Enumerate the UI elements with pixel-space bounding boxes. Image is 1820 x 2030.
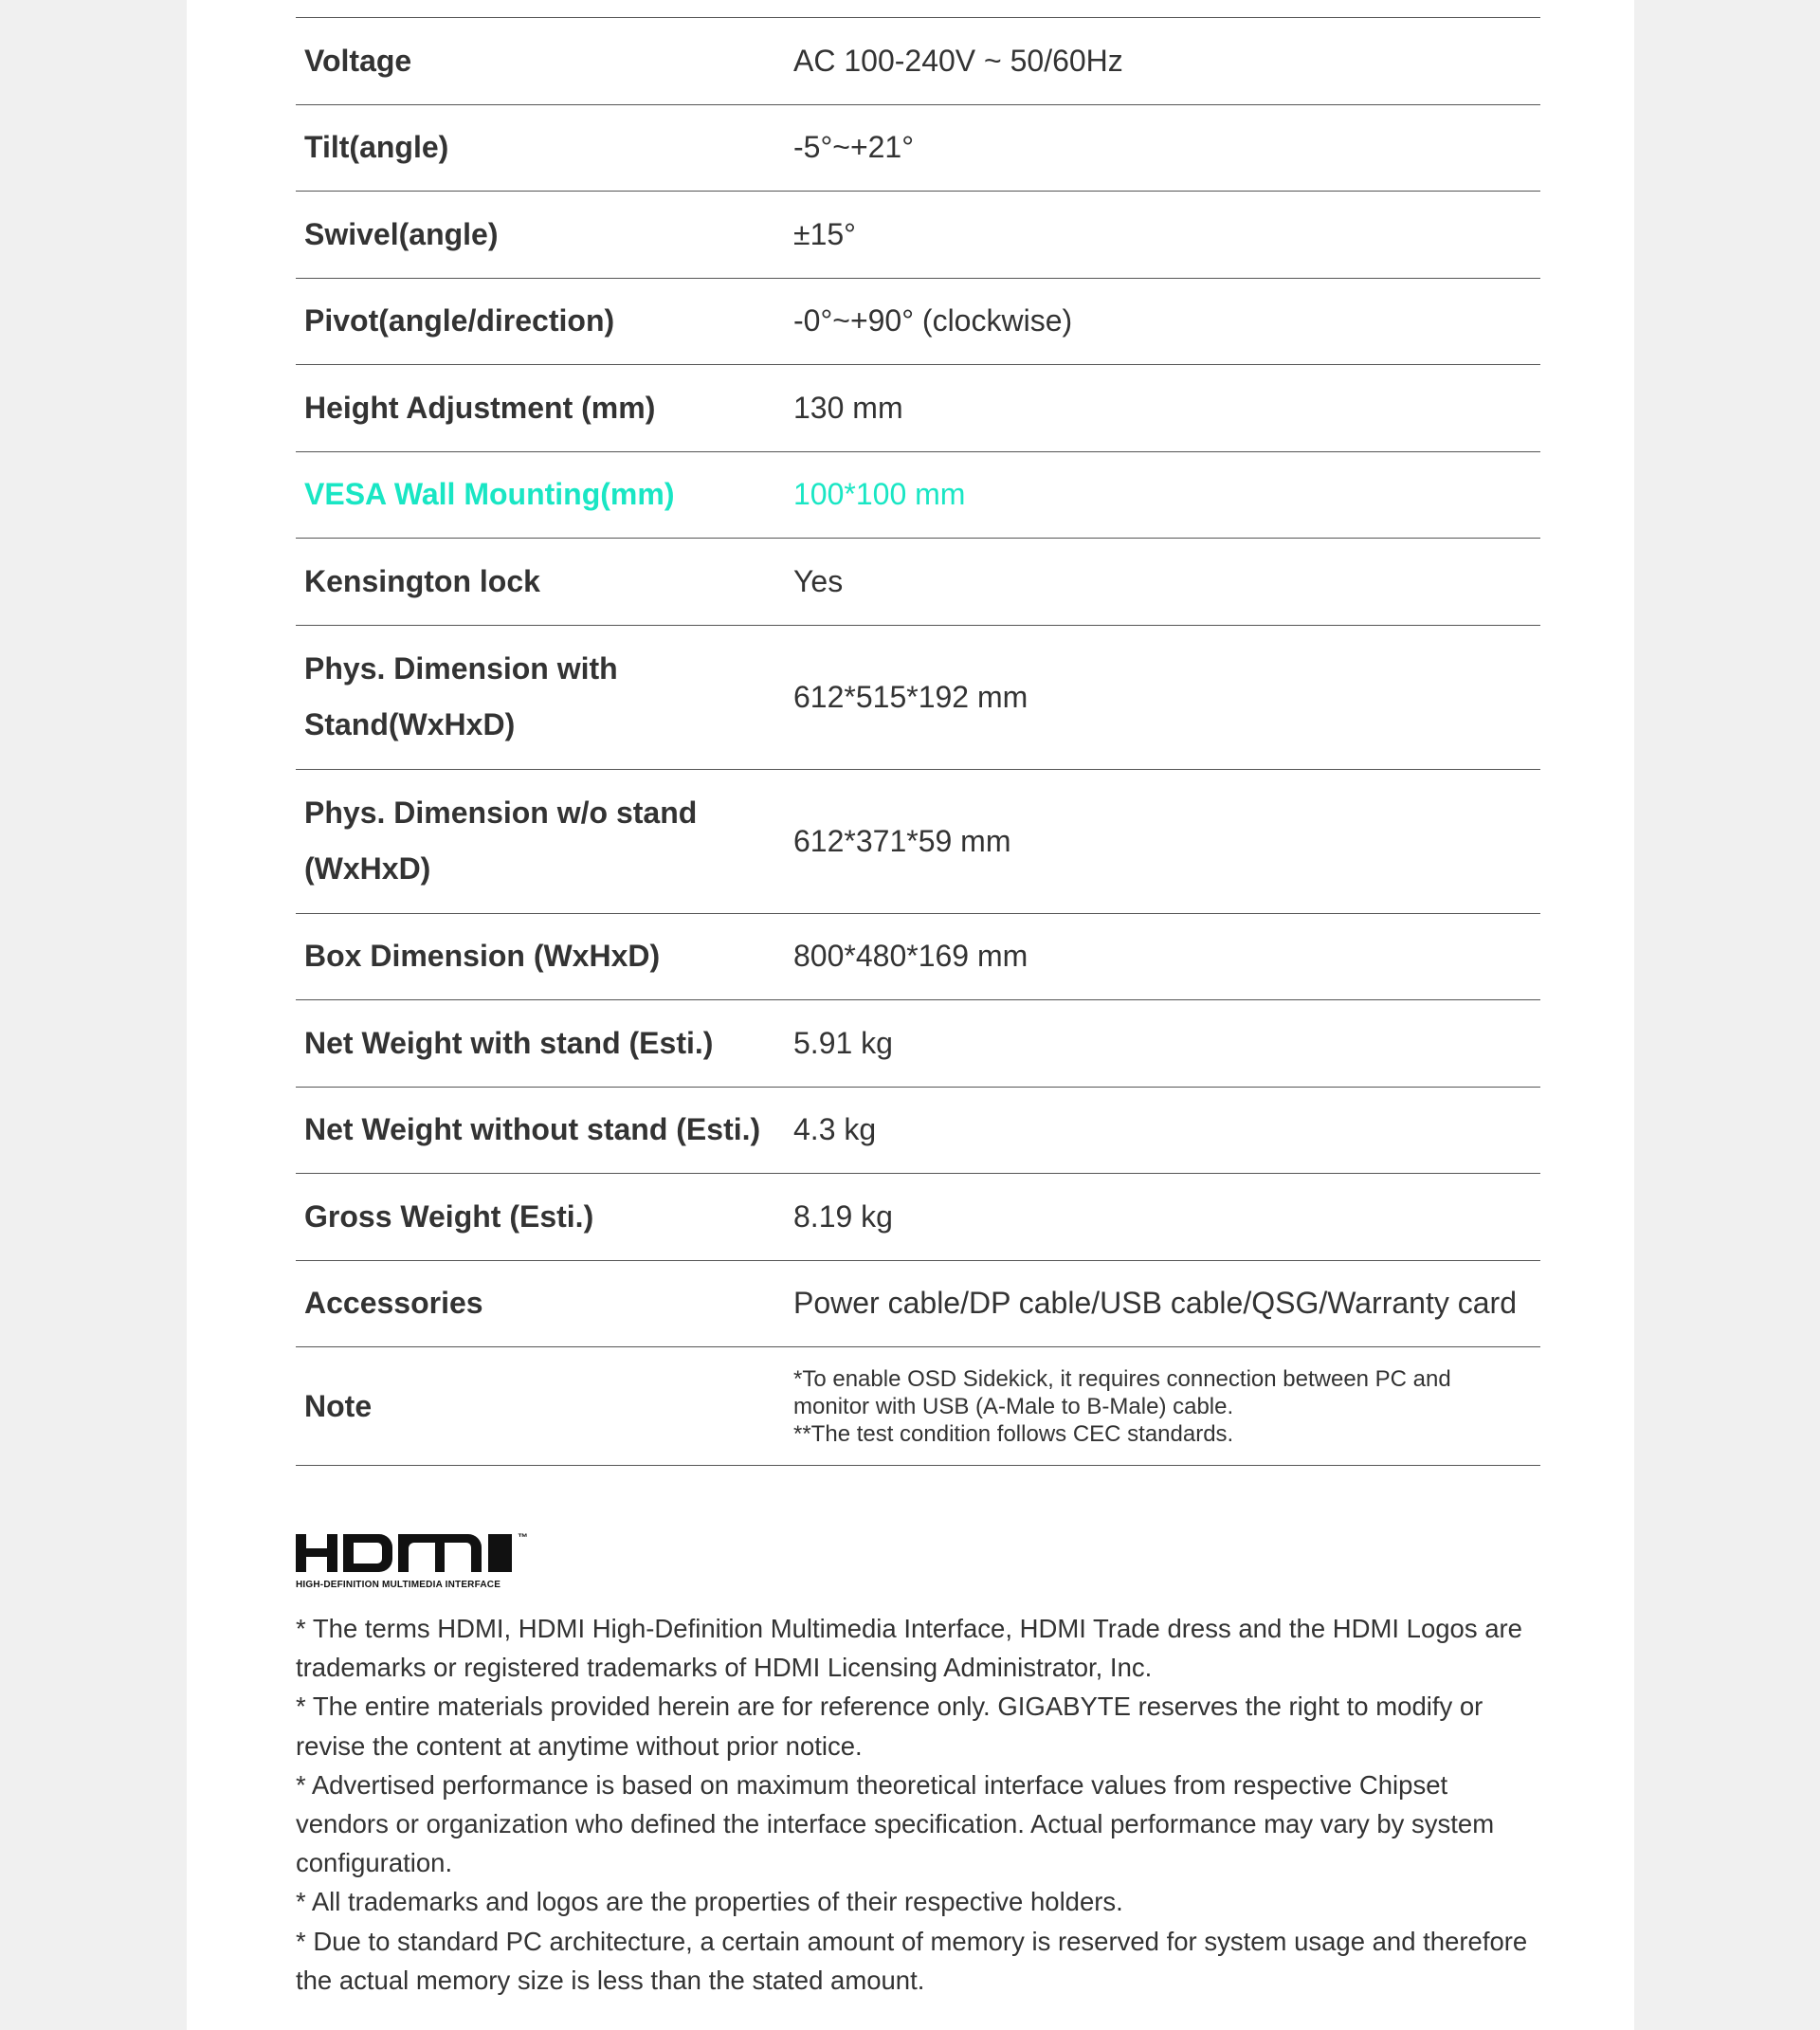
note-line: monitor with USB (A-Male to B-Male) cable. (793, 1393, 1234, 1419)
hdmi-logo-name (535, 1530, 536, 1531)
spec-label: VESA Wall Mounting(mm) (304, 477, 675, 512)
spec-row-dimension-without-stand (296, 770, 1540, 914)
spec-value: 8.19 kg (793, 1198, 893, 1234)
spec-row-voltage (296, 18, 1540, 105)
note-text (793, 1365, 1540, 1448)
spec-value: Power cable/DP cable/USB cable/QSG/Warranty card (793, 1286, 1517, 1321)
spec-row-note (296, 1347, 1540, 1466)
spec-label: Phys. Dimension w/o stand (WxHxD) (304, 796, 698, 886)
spec-label: Net Weight with stand (Esti.) (304, 1025, 714, 1060)
spec-row-gross-weight (296, 1174, 1540, 1261)
content-panel (187, 0, 1634, 2030)
spec-label: Net Weight without stand (Esti.) (304, 1112, 761, 1147)
spec-value: ±15° (793, 216, 856, 251)
spec-row-dimension-with-stand (296, 626, 1540, 770)
spec-label: Box Dimension (WxHxD) (304, 939, 661, 974)
spec-label: Phys. Dimension with Stand(WxHxD) (304, 651, 618, 741)
spec-row-net-weight-without-stand (296, 1088, 1540, 1175)
spec-value: Yes (793, 563, 844, 598)
spec-label: Voltage (304, 43, 412, 78)
disclaimer-item: * Due to standard PC architecture, a certain amount of memory is reserved for system usage and therefore the actual memory size is less than the stated amount. (296, 1926, 1528, 1995)
spec-row-box-dimension (296, 914, 1540, 1001)
spec-value: 800*480*169 mm (793, 939, 1028, 974)
note-label: Note (304, 1388, 373, 1423)
trademark-symbol: ™ (518, 1532, 528, 1544)
spec-row-net-weight-with-stand (296, 1000, 1540, 1088)
note-line: **The test condition follows CEC standards. (793, 1420, 1234, 1447)
disclaimer-item: * The entire materials provided herein are for reference only. GIGABYTE reserves the right to modify or revise the content at anytime without prior notice. (296, 1692, 1483, 1761)
spec-value: 612*515*192 mm (793, 679, 1028, 714)
disclaimer-item: * The terms HDMI, HDMI High-Definition Multimedia Interface, HDMI Trade dress and the HDMI Logos are trademarks or registered trademarks of HDMI Licensing Administrator, Inc. (296, 1614, 1522, 1683)
spec-value: 100*100 mm (793, 477, 966, 512)
spec-row-height-adjustment (296, 365, 1540, 452)
spec-label: Pivot(angle/direction) (304, 303, 615, 338)
note-line: *To enable OSD Sidekick, it requires connection between PC and (793, 1365, 1451, 1392)
spec-value: -0°~+90° (clockwise) (793, 303, 1073, 338)
spec-label: Accessories (304, 1286, 483, 1321)
spec-label: Kensington lock (304, 563, 540, 598)
spec-value: AC 100-240V ~ 50/60Hz (793, 43, 1123, 78)
spec-label: Swivel(angle) (304, 216, 499, 251)
spec-table (296, 17, 1540, 1466)
hdmi-logo-subtitle: HIGH-DEFINITION MULTIMEDIA INTERFACE (296, 1580, 501, 1590)
spec-value: 612*371*59 mm (793, 823, 1011, 858)
spec-row-accessories (296, 1261, 1540, 1348)
disclaimer-block (296, 1609, 1547, 2000)
disclaimer-item: * Advertised performance is based on maximum theoretical interface values from respective Chipset vendors or organization who defined the interface specification. Actual performance may vary by system configuration. (296, 1769, 1495, 1878)
spec-label: Height Adjustment (mm) (304, 390, 656, 425)
spec-value: 4.3 kg (793, 1112, 877, 1147)
spec-row-swivel (296, 192, 1540, 279)
spec-value: 130 mm (793, 390, 903, 425)
disclaimer-item: * All trademarks and logos are the properties of their respective holders. (296, 1887, 1123, 1917)
spec-row-kensington (296, 539, 1540, 626)
spec-label: Gross Weight (Esti.) (304, 1198, 594, 1234)
spec-row-vesa (296, 452, 1540, 540)
hdmi-logo (296, 1530, 535, 1593)
spec-value: -5°~+21° (793, 130, 915, 165)
hdmi-logo-mark (296, 1530, 535, 1580)
spec-row-pivot (296, 279, 1540, 366)
spec-label: Tilt(angle) (304, 130, 449, 165)
spec-value: 5.91 kg (793, 1025, 893, 1060)
spec-row-tilt (296, 105, 1540, 192)
